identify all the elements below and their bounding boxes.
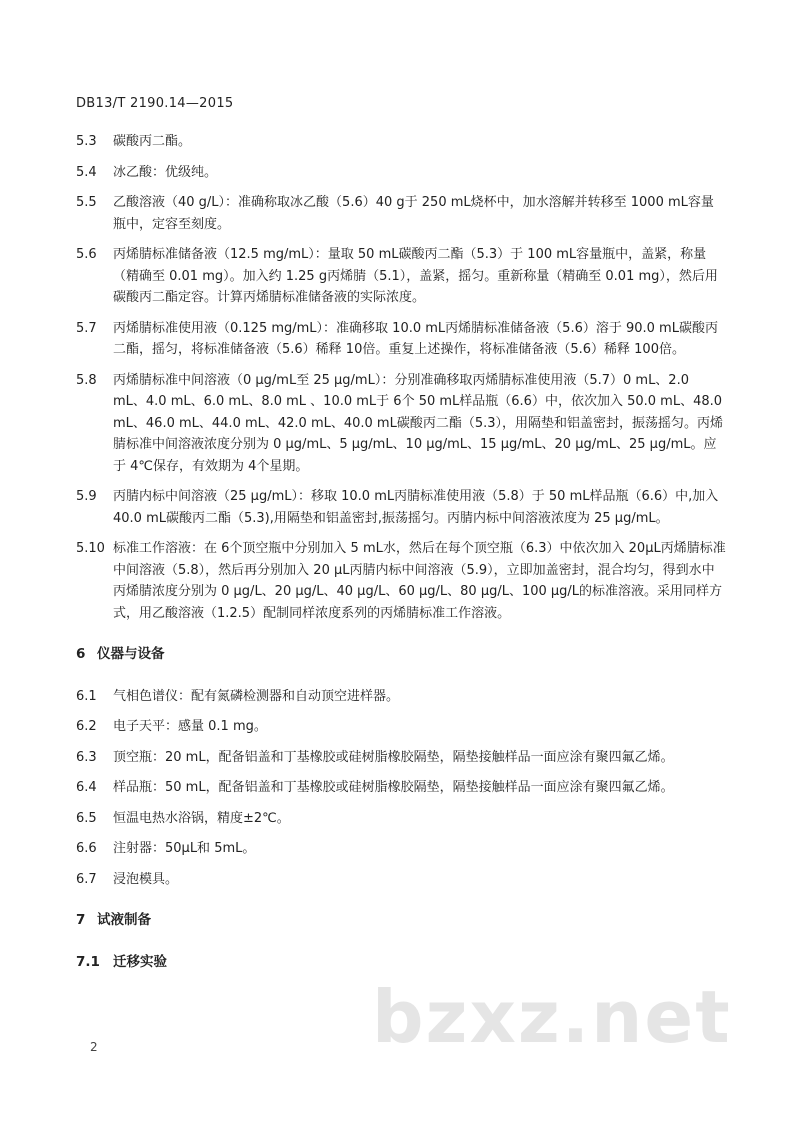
clause-paragraph — [76, 869, 726, 891]
clause-number: 6.2 — [76, 719, 97, 734]
section-number: 7 — [76, 912, 86, 928]
clause-number: 5.9 — [76, 489, 97, 504]
clause-text: 丙烯腈标准储备液（12.5 mg/mL）：量取 50 mL碳酸丙二酯（5.3）于 100 mL容量瓶中，盖紧，称量（精确至 0.01 mg）。加入约 1.25 g丙烯腈（5.1），盖紧，摇匀。重新称量（精确至 0.01 mg），然后用碳酸丙二酯定容。计算丙烯腈标准储备液的实际浓度。 — [113, 247, 718, 305]
clause-paragraph — [76, 486, 726, 529]
subsection-title: 迁移实验 — [113, 953, 167, 970]
clause-text: 电子天平：感量 0.1 mg。 — [113, 719, 267, 734]
clause-paragraph — [76, 162, 726, 184]
clause-number: 6.1 — [76, 688, 97, 704]
clause-text: 浸泡模具。 — [113, 871, 179, 887]
clause-number: 6.6 — [76, 841, 97, 856]
clause-number: 6.3 — [76, 749, 97, 765]
clause-text: 气相色谱仪：配有氮磷检测器和自动顶空进样器。 — [113, 688, 400, 704]
clause-number: 5.3 — [76, 134, 97, 149]
section-title: 仪器与设备 — [97, 646, 165, 662]
clause-paragraph — [76, 716, 726, 738]
section-heading-6 — [76, 644, 726, 666]
clause-text: 冰乙酸：优级纯。 — [113, 164, 218, 180]
subsection-number: 7.1 — [76, 953, 100, 970]
clause-paragraph — [76, 838, 726, 860]
clause-number: 5.7 — [76, 320, 97, 336]
clause-text: 标准工作溶液：在 6个顶空瓶中分别加入 5 mL水，然后在每个顶空瓶（6.3）中依次加入 20μL丙烯腈标准中间溶液（5.8），然后再分别加入 20 μL丙腈内标中间溶液（5.9），立即加盖密封，混合均匀，得到水中丙烯腈浓度分别为 0 μg/L、20 μg/L、40 μg/L、60 μg/L、80 μg/L、100 μg/L的标准溶液。采用同样方式，用乙酸溶液（1.2.5）配制同样浓度系列的丙烯腈标准工作溶液。 — [113, 541, 726, 621]
clause-number: 6.7 — [76, 871, 97, 887]
clause-text: 丙烯腈标准中间溶液（0 μg/mL至 25 μg/mL）：分别准确移取丙烯腈标准使用液（5.7）0 mL、2.0 mL、4.0 mL、6.0 mL、8.0 mL 、10.0 mL于 6个 50 mL样品瓶（6.6）中，依次加入 50.0 mL、48.0 mL、46.0 mL、44.0 mL、42.0 mL、40.0 mL碳酸丙二酯（5.3），用隔垫和铝盖密封，振荡摇匀。丙烯腈标准中间溶液浓度分别为 0 μg/mL、5 μg/mL、10 μg/mL、15 μg/mL、20 μg/mL、25 μg/mL。应于 4℃保存，有效期为 4个星期。 — [113, 372, 724, 474]
document-body — [76, 131, 726, 982]
subsection-heading-7-1 — [76, 952, 726, 974]
clause-number: 5.6 — [76, 247, 97, 262]
clause-text: 丙烯腈标准使用液（0.125 mg/mL）：准确移取 10.0 mL丙烯腈标准储备液（5.6）溶于 90.0 mL碳酸丙二酯，摇匀，将标准储备液（5.6）稀释 10倍。重复上述操作，将标准储备液（5.6）稀释 100倍。 — [113, 320, 718, 357]
clause-number: 6.5 — [76, 810, 97, 826]
clause-number: 5.4 — [76, 164, 97, 180]
clause-text: 乙酸溶液（40 g/L）：准确称取冰乙酸（5.6）40 g于 250 mL烧杯中，加水溶解并转移至 1000 mL容量瓶中，定容至刻度。 — [113, 195, 714, 232]
clause-paragraph — [76, 538, 726, 624]
clause-text: 顶空瓶：20 mL，配备铝盖和丁基橡胶或硅树脂橡胶隔垫，隔垫接触样品一面应涂有聚四氟乙烯。 — [113, 749, 674, 765]
clause-text: 注射器：50μL和 5mL。 — [113, 841, 256, 856]
clause-text: 恒温电热水浴锅，精度±2℃。 — [113, 810, 290, 826]
clause-number: 5.5 — [76, 195, 97, 210]
clause-paragraph — [76, 777, 726, 799]
clause-paragraph — [76, 244, 726, 309]
clause-paragraph — [76, 808, 726, 830]
clause-paragraph — [76, 370, 726, 478]
clause-paragraph — [76, 318, 726, 361]
section-6-paragraphs — [76, 686, 726, 891]
clause-paragraph — [76, 131, 726, 153]
clause-number: 6.4 — [76, 780, 97, 795]
clause-paragraph — [76, 747, 726, 769]
clause-number: 5.8 — [76, 372, 97, 388]
section-5-paragraphs — [76, 131, 726, 624]
document-header: DB13/T 2190.14—2015 — [76, 96, 234, 111]
clause-text: 样品瓶：50 mL，配备铝盖和丁基橡胶或硅树脂橡胶隔垫，隔垫接触样品一面应涂有聚四氟乙烯。 — [113, 780, 674, 795]
clause-paragraph — [76, 686, 726, 708]
section-heading-7 — [76, 910, 726, 932]
clause-number: 5.10 — [76, 541, 105, 556]
clause-paragraph — [76, 192, 726, 235]
page-number: 2 — [90, 1040, 98, 1054]
clause-text: 碳酸丙二酯。 — [113, 134, 192, 149]
section-title: 试液制备 — [97, 912, 151, 928]
section-number: 6 — [76, 646, 86, 662]
clause-text: 丙腈内标中间溶液（25 μg/mL）：移取 10.0 mL丙腈标准使用液（5.8）于 50 mL样品瓶（6.6）中,加入 40.0 mL碳酸丙二酯（5.3),用隔垫和铝盖密封,振荡摇匀。丙腈内标中间溶液浓度为 25 μg/mL。 — [113, 489, 719, 526]
watermark: bzxz.net — [372, 975, 732, 1059]
